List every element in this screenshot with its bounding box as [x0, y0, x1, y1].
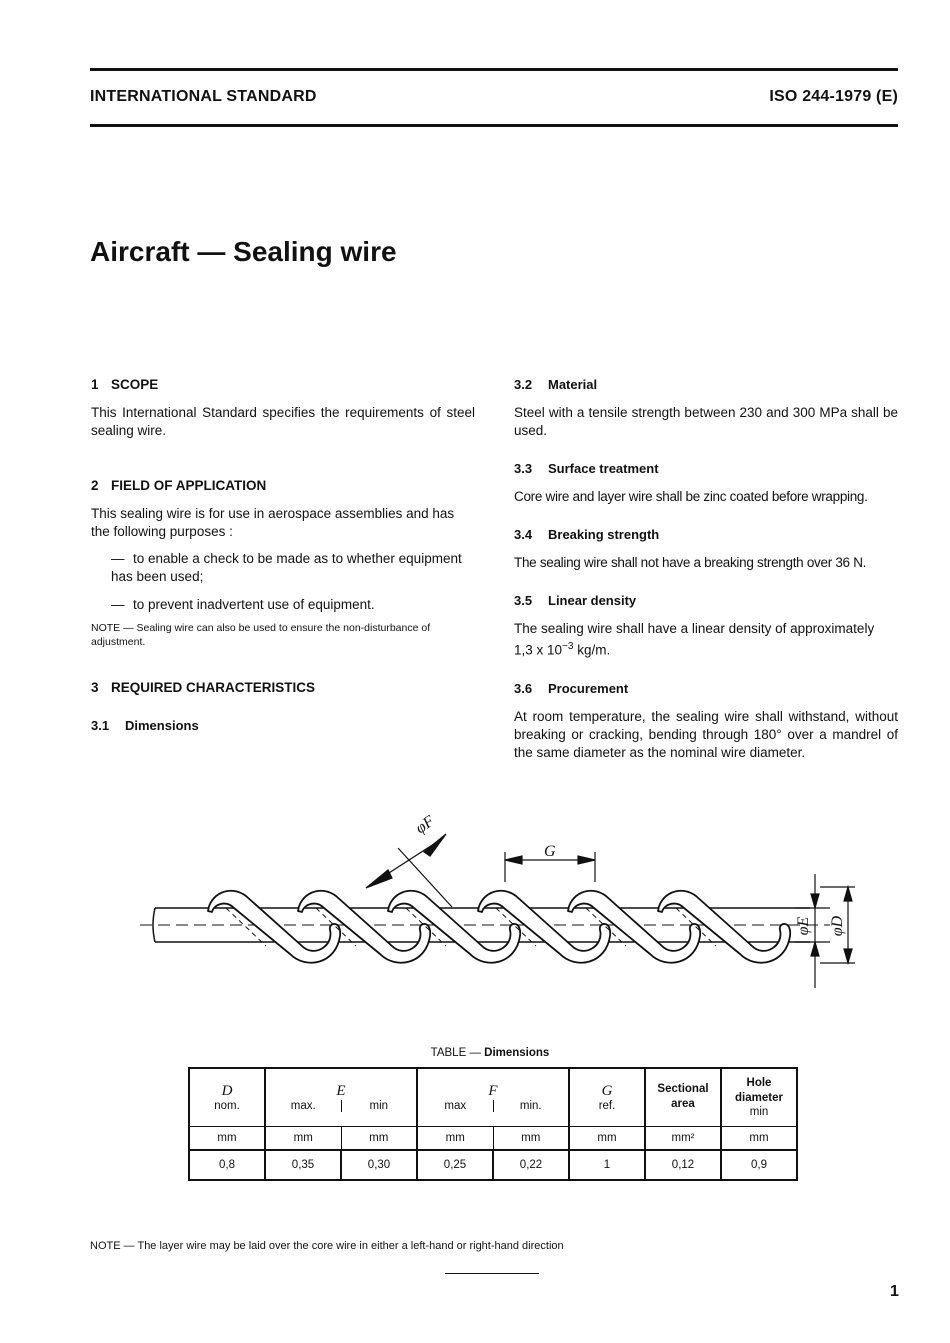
symbol-g: G [601, 1082, 613, 1099]
left-column [91, 376, 475, 735]
footnote: NOTE — The layer wire may be laid over the core wire in either a left-hand or right-hand direction [90, 1240, 564, 1252]
unit-text: mm [445, 1131, 465, 1144]
top-rule [90, 68, 898, 71]
unit-text: mm [597, 1131, 617, 1144]
table-row [189, 1150, 797, 1180]
section-3-2-heading [514, 376, 898, 394]
symbol-e: E [336, 1083, 346, 1099]
density-text-a: The sealing wire shall have a linear density of approximately [514, 621, 875, 636]
unit-text: mm² [671, 1131, 695, 1144]
list-item [91, 550, 475, 586]
right-column [514, 376, 898, 762]
density-text-c: kg/m. [573, 642, 611, 658]
section-number: 3.1 [91, 718, 110, 733]
material-text: Steel with a tensile strength between 230 and 300 MPa shall be used. [514, 405, 898, 438]
f-subheaders [418, 1100, 568, 1112]
section-number: 3.5 [514, 593, 533, 608]
sub-g: ref. [598, 1099, 616, 1112]
value-cell [417, 1150, 493, 1180]
unit-text: mm [521, 1131, 541, 1144]
value-text: 0,35 [291, 1158, 315, 1171]
hole-sub: min [749, 1106, 769, 1119]
label-g: G [544, 843, 556, 860]
value-cell [569, 1150, 645, 1180]
section-number: 2 [91, 478, 99, 493]
unit-cell [189, 1126, 265, 1150]
table-row [189, 1068, 797, 1126]
label-phi-d: φD [829, 915, 846, 937]
value-text: 0,25 [443, 1158, 467, 1171]
symbol-f: F [488, 1083, 498, 1099]
section-title: Procurement [548, 680, 629, 696]
section-number: 3 [91, 680, 99, 695]
section-title: Surface treatment [548, 461, 659, 476]
table-caption-prefix: TABLE — [430, 1047, 485, 1059]
density-text [514, 620, 898, 660]
section-title: FIELD OF APPLICATION [111, 478, 267, 493]
unit-cell [341, 1126, 417, 1150]
value-cell [341, 1150, 417, 1180]
unit-cell [417, 1126, 493, 1150]
note-text: NOTE — Sealing wire can also be used to ensure the non-disturbance of adjustment. [91, 622, 431, 648]
unit-cell [493, 1126, 569, 1150]
value-text: 0,9 [751, 1158, 767, 1171]
unit-text: mm [749, 1131, 769, 1144]
unit-cell [721, 1126, 797, 1150]
unit-text: mm [217, 1131, 237, 1144]
layer-wire [208, 891, 790, 963]
section-3-1-heading [91, 717, 475, 735]
table-caption-title: Dimensions [484, 1047, 550, 1059]
footer-rule [445, 1273, 539, 1274]
procurement-text: At room temperature, the sealing wire shall withstand, without breaking or cracking, bending through 180° over a mandrel of the same diameter as the nominal wire diameter. [514, 708, 898, 760]
value-cell [189, 1150, 265, 1180]
dash: — [111, 597, 125, 612]
page-number: 1 [890, 1283, 899, 1300]
section-number: 1 [91, 377, 99, 392]
section-title: Linear density [548, 593, 637, 608]
section-number: 3.3 [514, 461, 533, 476]
section-title: Dimensions [125, 718, 199, 733]
header-right: ISO 244-1979 (E) [769, 88, 898, 105]
section-3-5-heading [514, 592, 898, 610]
section-title: Material [548, 377, 598, 392]
value-cell [645, 1150, 721, 1180]
col-d-header [189, 1068, 265, 1126]
unit-text: mm [369, 1131, 389, 1144]
table-caption [0, 1047, 950, 1059]
e-subheaders [266, 1100, 416, 1112]
symbol-d: D [221, 1082, 233, 1099]
value-text: 0,22 [519, 1158, 543, 1171]
section-number: 3.4 [514, 527, 533, 542]
value-cell [721, 1150, 797, 1180]
density-text-b: 1,3 x 10 [514, 642, 563, 658]
section-3-heading [91, 679, 475, 697]
col-e-header [265, 1068, 417, 1126]
label-phi-f: φF [412, 812, 438, 838]
unit-text: mm [293, 1131, 313, 1144]
section-number: 3.2 [514, 377, 533, 392]
table-row [189, 1126, 797, 1150]
dash: — [111, 551, 125, 566]
density-exponent: −3 [562, 641, 574, 652]
unit-cell [265, 1126, 341, 1150]
section-1-heading [91, 376, 475, 394]
col-hole-header [721, 1068, 797, 1126]
value-cell [265, 1150, 341, 1180]
breaking-text: The sealing wire shall not have a breaking strength over 36 N. [514, 555, 867, 570]
hole-label: Hole diameter [735, 1077, 783, 1105]
section-title: SCOPE [111, 377, 159, 392]
list-item [91, 596, 475, 614]
sub-f-max: max [444, 1100, 467, 1112]
col-g-header [569, 1068, 645, 1126]
list-item-text: to enable a check to be made as to whether equipment has been used; [111, 551, 462, 584]
sub-e-min: min [341, 1100, 417, 1112]
list-item-text: to prevent inadvertent use of equipment. [133, 597, 375, 612]
sub-f-min: min. [493, 1100, 569, 1112]
page-title: Aircraft — Sealing wire [90, 236, 397, 267]
section-3-4-heading [514, 526, 898, 544]
header-left: INTERNATIONAL STANDARD [90, 88, 317, 105]
scope-text: This International Standard specifies the requirements of steel sealing wire. [91, 405, 475, 438]
section-3-3-heading [514, 460, 898, 478]
header-rule [90, 124, 898, 127]
section-title: REQUIRED CHARACTERISTICS [111, 680, 316, 695]
section-3-6-heading [514, 680, 898, 698]
surface-text: Core wire and layer wire shall be zinc coated before wrapping. [514, 489, 868, 504]
section-title: Breaking strength [548, 527, 660, 542]
unit-cell [569, 1126, 645, 1150]
value-text: 0,30 [367, 1158, 391, 1171]
section-2-heading [91, 477, 475, 495]
area-label: Sectional area [657, 1083, 709, 1111]
sub-e-max: max. [290, 1100, 316, 1112]
col-f-header [417, 1068, 569, 1126]
value-text: 1 [603, 1158, 611, 1171]
value-text: 0,12 [671, 1158, 695, 1171]
sub-d: nom. [214, 1099, 240, 1112]
section-number: 3.6 [514, 680, 533, 696]
label-phi-e: φE [795, 916, 812, 936]
unit-cell [645, 1126, 721, 1150]
value-cell [493, 1150, 569, 1180]
col-area-header [645, 1068, 721, 1126]
sealing-wire-figure [130, 812, 870, 992]
field-text: This sealing wire is for use in aerospace assemblies and has the following purposes : [91, 506, 455, 539]
dimensions-table [188, 1067, 798, 1181]
value-text: 0,8 [219, 1158, 235, 1171]
